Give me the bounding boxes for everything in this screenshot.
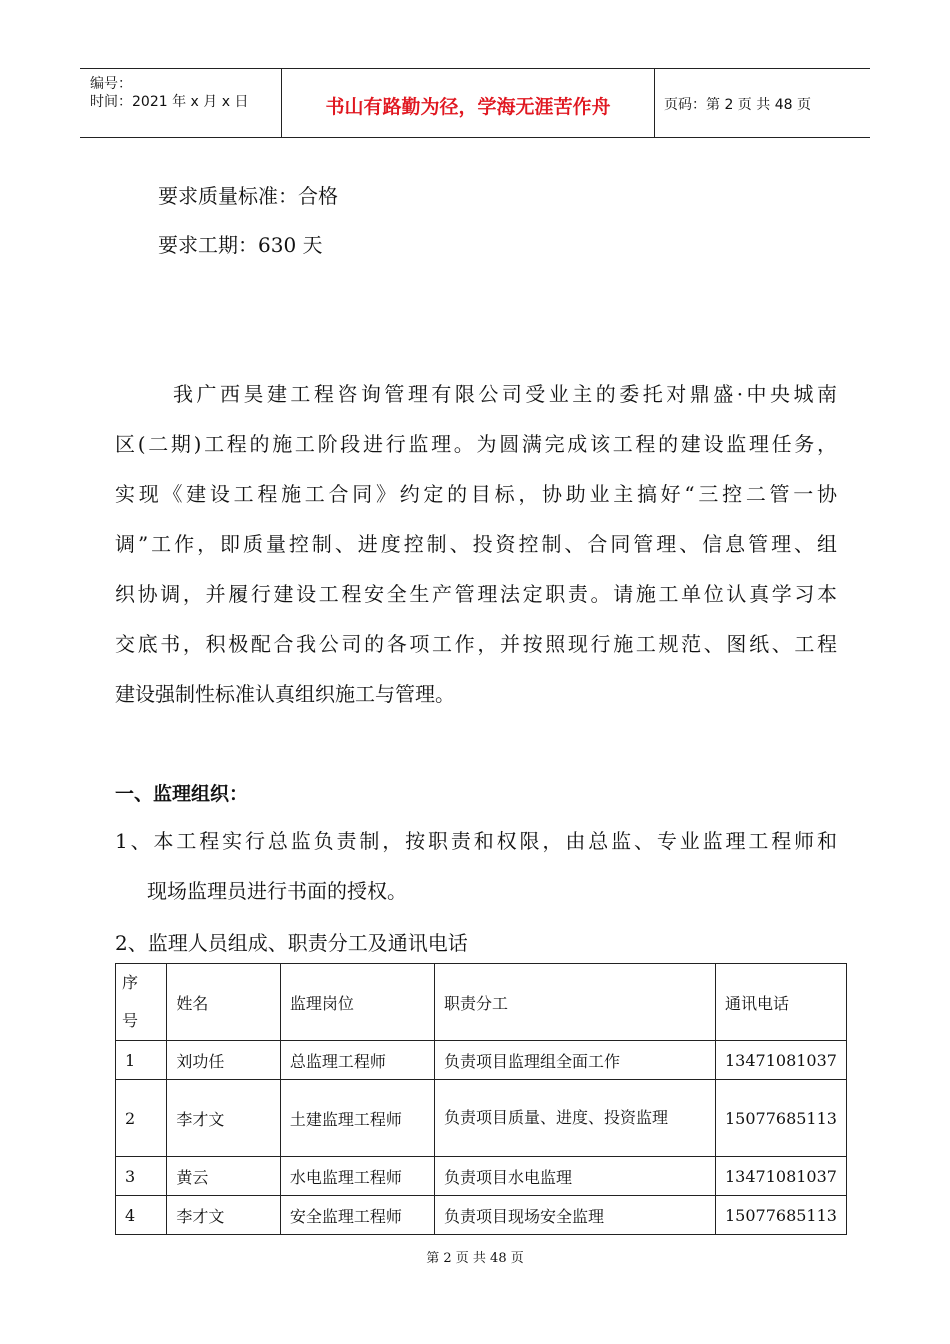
header-date: 时间：2021 年 x 月 x 日 (90, 94, 249, 110)
cell-name: 黄云 (167, 1157, 280, 1196)
header-motto: 书山有路勤为径，学海无涯苦作舟 (325, 96, 611, 118)
page-footer: 第 2 页 共 48 页 (426, 1251, 524, 1266)
header-number: 编号： (90, 76, 132, 92)
cell-role: 土建监理工程师 (280, 1080, 434, 1157)
cell-duty: 负责项目水电监理 (434, 1157, 715, 1196)
intro-line: 区(二期)工程的施工阶段进行监理。为圆满完成该工程的建设监理任务， (115, 432, 837, 456)
cell-duty: 负责项目监理组全面工作 (434, 1041, 715, 1080)
cell-index: 1 (116, 1041, 167, 1080)
staff-table (115, 963, 847, 1235)
table-row (116, 1196, 847, 1235)
header-meta-cell (80, 69, 281, 137)
cell-name: 李才文 (167, 1080, 280, 1157)
intro-line: 交底书，积极配合我公司的各项工作，并按照现行施工规范、图纸、工程 (115, 632, 837, 656)
item-2: 2、监理人员组成、职责分工及通讯电话 (115, 931, 468, 955)
table-row (116, 1080, 847, 1157)
header-cell-name: 姓名 (167, 964, 280, 1041)
required-duration: 要求工期：630 天 (158, 233, 323, 257)
header-cell-index: 序号 (116, 964, 167, 1041)
header-motto-cell (281, 69, 655, 137)
cell-index: 4 (116, 1196, 167, 1235)
page-header (80, 68, 870, 138)
cell-index: 3 (116, 1157, 167, 1196)
intro-line: 调”工作，即质量控制、进度控制、投资控制、合同管理、信息管理、组 (115, 532, 837, 556)
intro-line: 我广西昊建工程咨询管理有限公司受业主的委托对鼎盛·中央城南 (173, 382, 837, 406)
cell-phone: 15077685113 (715, 1080, 846, 1157)
cell-role: 水电监理工程师 (280, 1157, 434, 1196)
cell-phone: 15077685113 (715, 1196, 846, 1235)
cell-phone: 13471081037 (715, 1157, 846, 1196)
cell-role: 安全监理工程师 (280, 1196, 434, 1235)
section-title: 一、监理组织： (115, 783, 249, 805)
header-cell-duty: 职责分工 (434, 964, 715, 1041)
header-page-info: 页码：第 2 页 共 48 页 (664, 97, 811, 113)
cell-duty: 负责项目质量、进度、投资监理 (434, 1080, 715, 1157)
cell-phone: 13471081037 (715, 1041, 846, 1080)
item-1-line: 现场监理员进行书面的授权。 (147, 879, 407, 903)
intro-paragraph (115, 369, 837, 719)
intro-line: 织协调，并履行建设工程安全生产管理法定职责。请施工单位认真学习本 (115, 582, 837, 606)
cell-name: 李才文 (167, 1196, 280, 1235)
intro-line: 实现《建设工程施工合同》约定的目标，协助业主搞好“三控二管一协 (115, 482, 837, 506)
header-cell-phone: 通讯电话 (715, 964, 846, 1041)
cell-name: 刘功任 (167, 1041, 280, 1080)
cell-index: 2 (116, 1080, 167, 1157)
table-row (116, 1157, 847, 1196)
item-1 (115, 816, 837, 916)
header-cell-role: 监理岗位 (280, 964, 434, 1041)
cell-role: 总监理工程师 (280, 1041, 434, 1080)
item-1-line: 1、本工程实行总监负责制，按职责和权限，由总监、专业监理工程师和 (115, 829, 837, 853)
table-header-row (116, 964, 847, 1041)
quality-standard: 要求质量标准：合格 (158, 184, 338, 208)
table-row (116, 1041, 847, 1080)
cell-duty: 负责项目现场安全监理 (434, 1196, 715, 1235)
intro-line: 建设强制性标准认真组织施工与管理。 (115, 682, 455, 706)
